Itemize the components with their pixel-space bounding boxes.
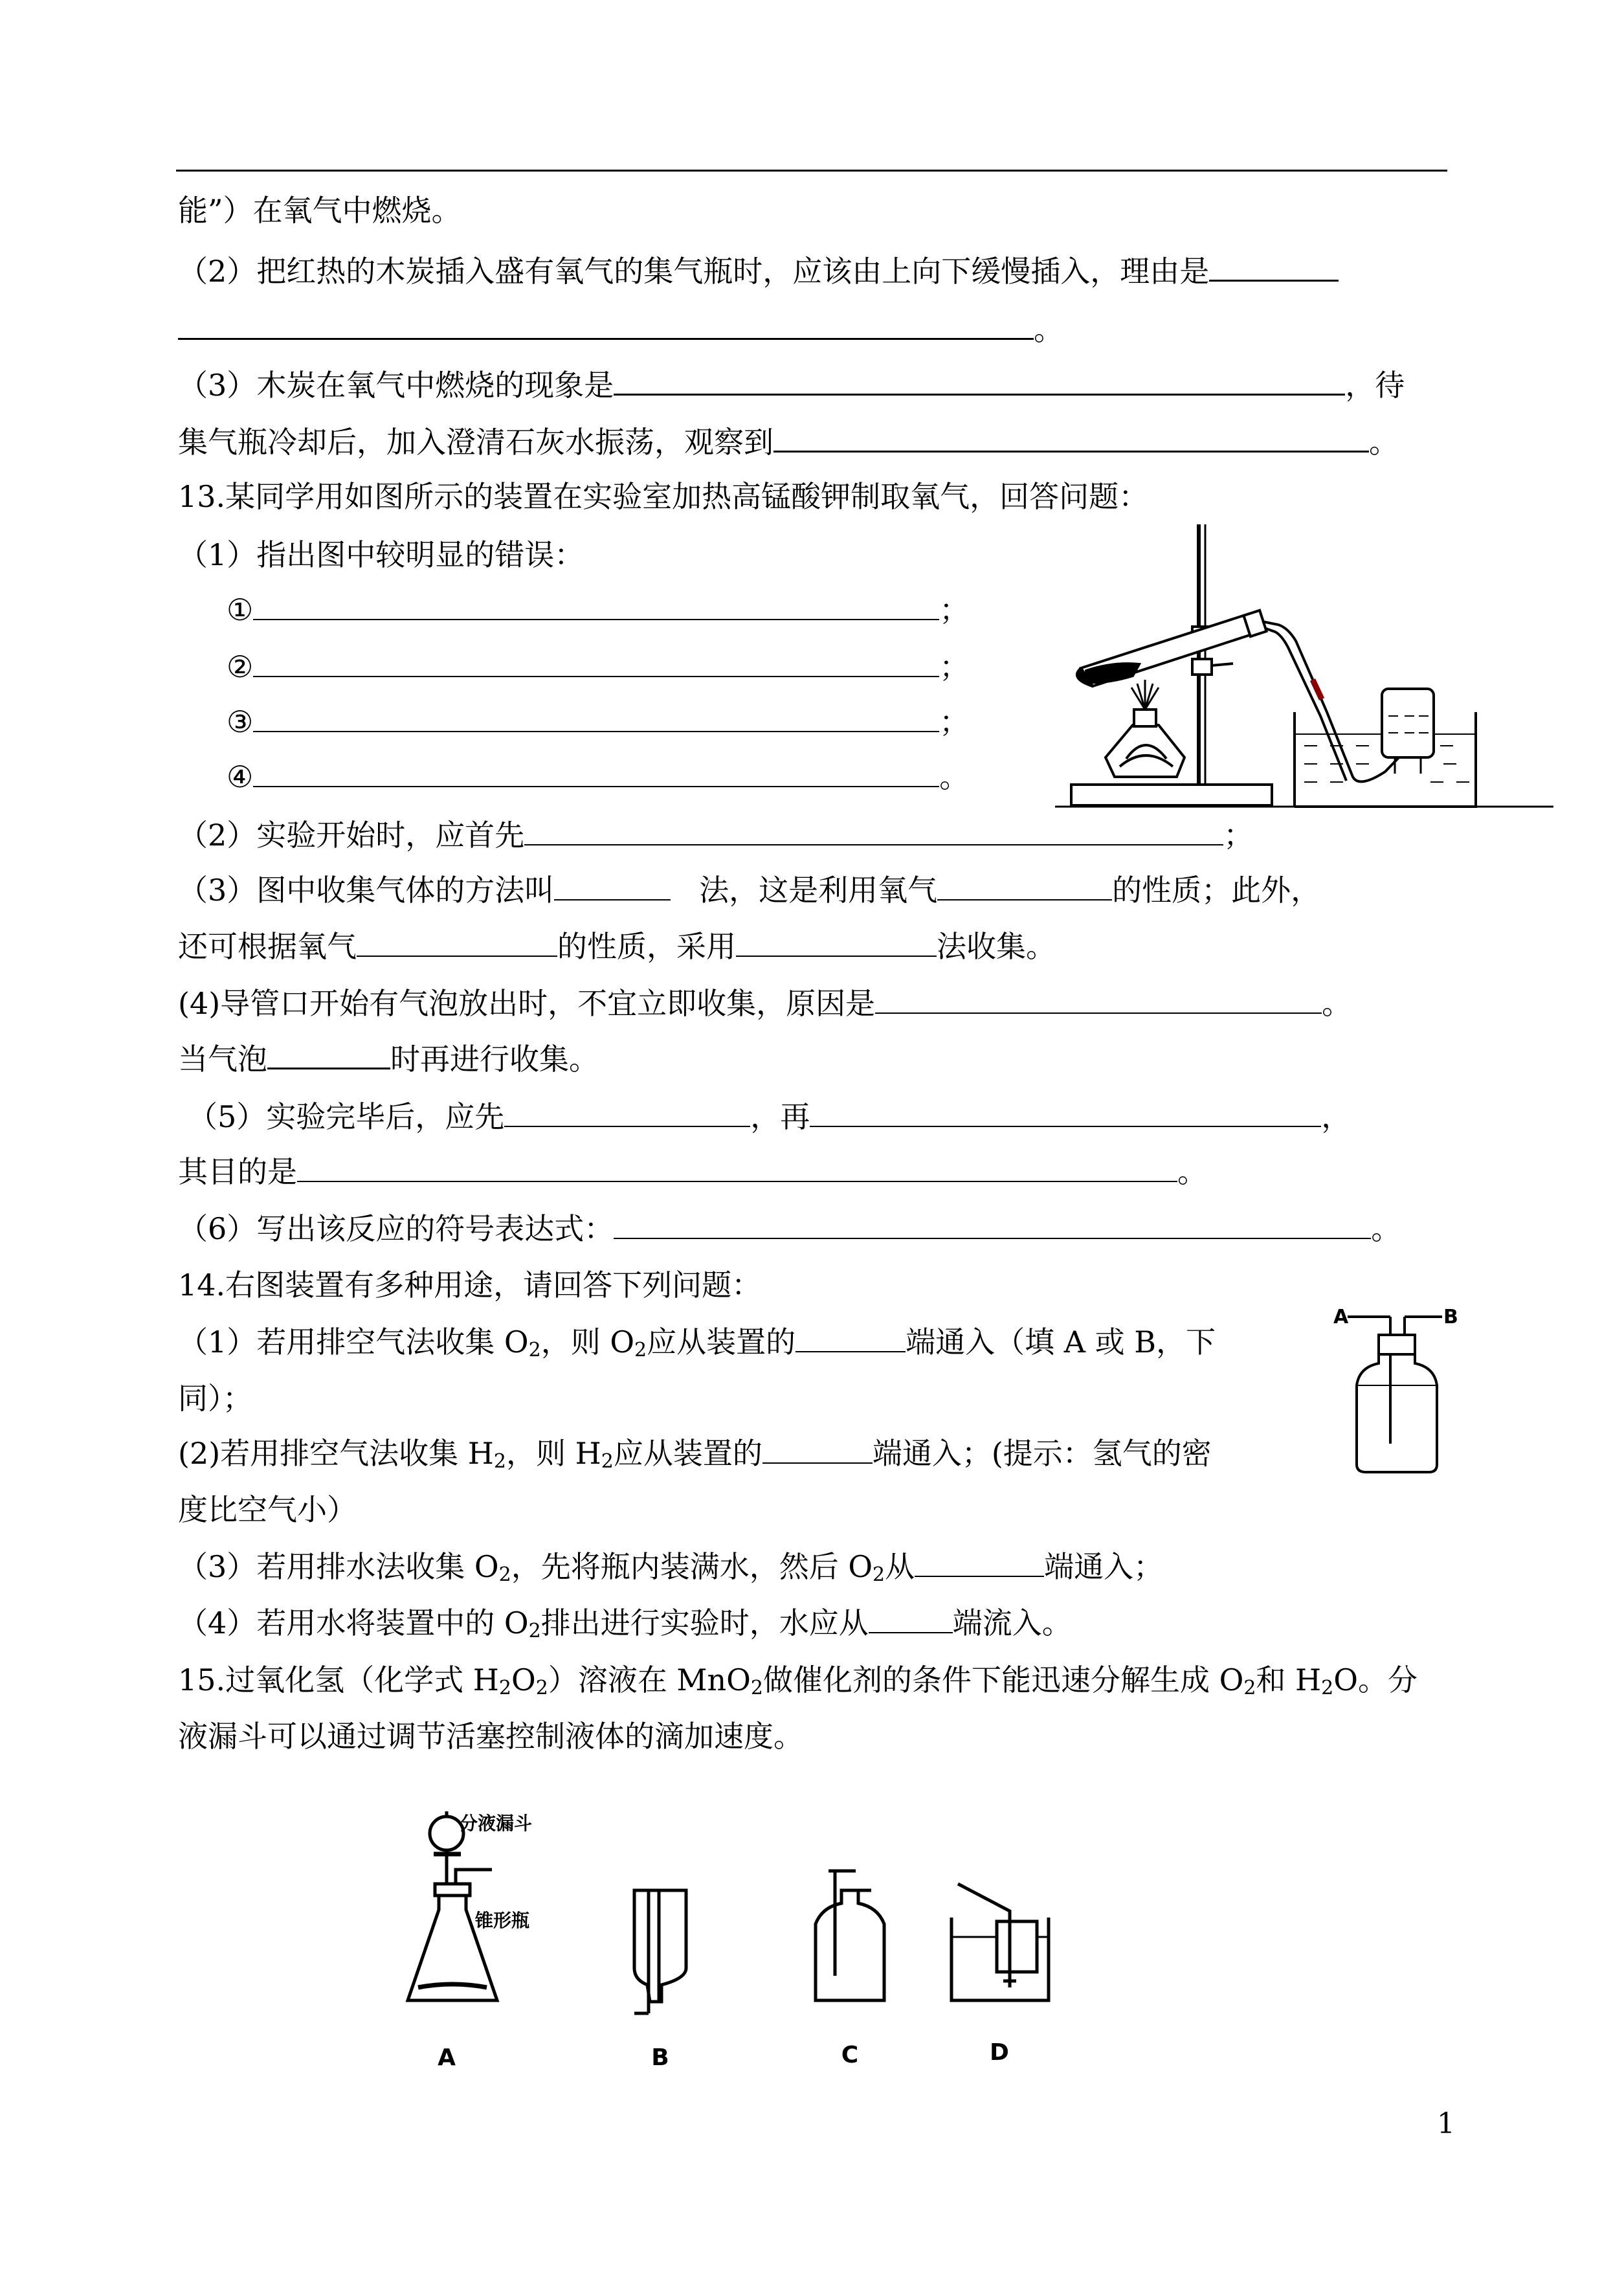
bottle-label-b: B xyxy=(1443,1306,1458,1328)
lamp-flame xyxy=(1131,680,1159,710)
blank[interactable] xyxy=(253,757,939,787)
apparatus-a xyxy=(408,1811,497,2000)
q15-stem-line2: 液漏斗可以通过调节活塞控制液体的滴加速度。 xyxy=(178,1719,803,1754)
q13-part1: （1）指出图中较明显的错误： xyxy=(178,537,584,572)
blank[interactable] xyxy=(297,1152,1177,1182)
blank[interactable] xyxy=(504,1097,750,1127)
q13-part4-line2: 当气泡 时再进行收集。 xyxy=(178,1039,599,1079)
stand-base xyxy=(1071,785,1272,805)
blank[interactable] xyxy=(875,984,1322,1014)
blank[interactable] xyxy=(915,1547,1044,1577)
q12-continuation: 能”）在氧气中燃烧。 xyxy=(178,193,462,228)
separatory-funnel xyxy=(430,1817,463,1850)
q13-stem: 13.某同学用如图所示的装置在实验室加热高锰酸钾制取氧气，回答问题： xyxy=(178,479,1149,514)
blank[interactable] xyxy=(267,1039,390,1069)
blank[interactable] xyxy=(614,365,1345,396)
bottle-body xyxy=(1357,1354,1437,1472)
flask-label: 锥形瓶 xyxy=(475,1910,530,1931)
q13-error-4: ④ 。 xyxy=(227,757,969,796)
q14-part2: (2)若用排空气法收集 $H_2$，则 $H_2$应从装置的 端通入；(提示：氢气的密 xyxy=(178,1434,1212,1473)
q14-part3: （3）若用排水法收集 $O_2$，先将瓶内装满水，然后 $O_2$从 端通入； xyxy=(178,1547,1163,1586)
rubber-tube xyxy=(1313,680,1322,699)
bottle-c xyxy=(816,1890,884,2000)
apparatus-b xyxy=(634,1890,686,2013)
q13-part5: （5）实验完毕后，应先 ，再 ， xyxy=(188,1097,1351,1136)
blank[interactable] xyxy=(736,927,937,957)
page-number: 1 xyxy=(1437,2107,1455,2140)
q12-part3: （3）木炭在氧气中燃烧的现象是 ，待 xyxy=(178,365,1405,405)
label-b: B xyxy=(651,2044,669,2071)
q14-bottle-figure xyxy=(1333,1301,1463,1482)
blank[interactable] xyxy=(178,309,1034,340)
q12-part2: （2）把红热的木炭插入盛有氧气的集气瓶时，应该由上向下缓慢插入，理由是 xyxy=(178,251,1339,291)
alcohol-lamp xyxy=(1106,725,1185,777)
q15-stem: 15.过氧化氢（化学式 $H_2O_2$）溶液在 MnO$_2$做催化剂的条件下能迅速分解生成 $O_2$和 $H_2O$。分 xyxy=(178,1662,1418,1699)
q14-part1: （1）若用排空气法收集 $O_2$，则 $O_2$应从装置的 端通入（填 A 或 B，下 xyxy=(178,1323,1216,1361)
funnel-label: 分液漏斗 xyxy=(460,1813,533,1834)
label-a: A xyxy=(438,2044,456,2071)
bottle-label-a: A xyxy=(1333,1306,1349,1328)
q13-error-1: ① ； xyxy=(227,590,969,629)
gas-jar xyxy=(1382,689,1434,757)
blank[interactable] xyxy=(773,422,1369,453)
blank[interactable] xyxy=(937,871,1112,900)
blank[interactable] xyxy=(810,1097,1321,1127)
blank[interactable] xyxy=(614,1209,1371,1239)
blank[interactable] xyxy=(253,590,939,620)
blank[interactable] xyxy=(1209,251,1339,282)
blank[interactable] xyxy=(357,927,557,957)
q13-part3: （3）图中收集气体的方法叫 法，这是利用氧气 的性质；此外， xyxy=(178,871,1320,910)
bottle-stopper xyxy=(1379,1335,1415,1354)
q15-apparatus-figure xyxy=(401,1774,1204,2085)
label-c: C xyxy=(841,2042,859,2068)
q14-stem: 14.右图装置有多种用途，请回答下列问题： xyxy=(178,1268,762,1303)
apparatus-c xyxy=(816,1871,884,2000)
apparatus-d xyxy=(951,1884,1049,2000)
blank[interactable] xyxy=(253,647,939,677)
q12-part2-line2: 。 xyxy=(178,309,1063,349)
q13-error-2: ② ； xyxy=(227,647,969,686)
q13-part4: (4)导管口开始有气泡放出时，不宜立即收集，原因是 。 xyxy=(178,984,1351,1023)
q12-part3-line2: 集气瓶冷却后，加入澄清石灰水振荡，观察到 。 xyxy=(178,422,1399,462)
blank[interactable] xyxy=(762,1434,873,1464)
q14-part1-line2: 同）； xyxy=(178,1381,252,1416)
header-rule xyxy=(176,170,1447,172)
q13-apparatus-figure xyxy=(1055,518,1553,829)
label-d: D xyxy=(990,2039,1009,2066)
q13-part3-line2: 还可根据氧气 的性质，采用 法收集。 xyxy=(178,927,1056,966)
q14-part4: （4）若用水将装置中的 $O_2$排出进行实验时，水应从 端流入。 xyxy=(178,1604,1072,1642)
blank[interactable] xyxy=(869,1604,953,1633)
blank[interactable] xyxy=(795,1323,906,1352)
q13-part5-line2: 其目的是 。 xyxy=(178,1152,1207,1191)
q13-part6: （6）写出该反应的符号表达式： 。 xyxy=(178,1209,1401,1248)
q14-part2-line2: 度比空气小） xyxy=(178,1492,357,1527)
q13-error-3: ③ ； xyxy=(227,702,969,741)
blank[interactable] xyxy=(554,871,671,900)
q13-part2: （2）实验开始时，应首先 ； xyxy=(178,816,1253,855)
blank[interactable] xyxy=(253,702,939,732)
